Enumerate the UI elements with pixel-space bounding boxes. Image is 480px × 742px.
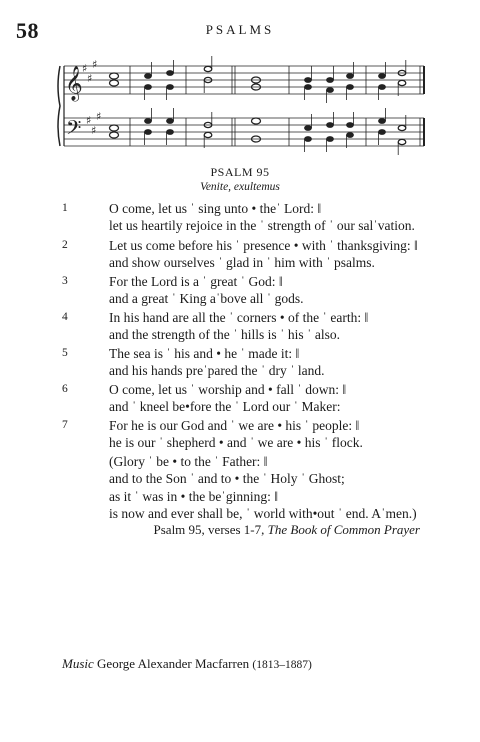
treble-clef-icon: 𝄞: [65, 66, 83, 101]
verse-line: he is our ˈ shepherd • and ˈ we are • his ˈ flock.: [109, 435, 363, 450]
verse-line: let us heartily rejoice in the ˈ strength of ˈ our salˈvation.: [109, 218, 415, 233]
svg-text:♯: ♯: [82, 62, 88, 75]
verse-line: and his hands preˈpared the ˈ dry ˈ land.: [109, 363, 325, 378]
verse-line: and ˈ kneel be•fore the ˈ Lord our ˈ Maker:: [109, 399, 341, 414]
verse-number: 7: [62, 419, 68, 431]
source-book-title: The Book of Common Prayer: [267, 522, 420, 537]
verse-line: For he is our God and ˈ we are • his ˈ people: ‖: [109, 418, 360, 433]
verse-line: and a great ˈ King aˈbove all ˈ gods.: [109, 291, 304, 306]
music-credit: [62, 656, 312, 672]
verse-line: O come, let us ˈ sing unto • theˈ Lord: ‖: [109, 201, 322, 216]
page-number: 58: [16, 18, 39, 43]
verse-line: (Glory ˈ be • to the ˈ Father: ‖: [109, 454, 268, 469]
verse-number: 2: [62, 239, 68, 251]
verse-line: O come, let us ˈ worship and • fall ˈ down: ‖: [109, 382, 347, 397]
verse-line: In his hand are all the ˈ corners • of the ˈ earth: ‖: [109, 310, 369, 325]
music-label: Music: [62, 656, 94, 671]
verse-number: 3: [62, 275, 68, 287]
verse-line: For the Lord is a ˈ great ˈ God: ‖: [109, 274, 283, 289]
svg-text:♯: ♯: [92, 58, 98, 71]
verse-line: and to the Son ˈ and to • the ˈ Holy ˈ Ghost;: [109, 471, 345, 486]
verse-line: and the strength of the ˈ hills is ˈ his ˈ also.: [109, 327, 340, 342]
source-reference: Psalm 95, verses 1-7,: [153, 522, 268, 537]
psalm-subtitle: Venite, exultemus: [200, 181, 280, 193]
verse-number: 6: [62, 383, 68, 395]
svg-text:♯: ♯: [91, 124, 97, 137]
composer-dates: (1813–1887): [252, 659, 312, 671]
svg-text:♯: ♯: [87, 72, 93, 85]
verse-line: Let us come before his ˈ presence • with ˈ thanksgiving: ‖: [109, 238, 418, 253]
verse-number: 1: [62, 202, 68, 214]
bass-clef-icon: 𝄢: [66, 116, 82, 144]
verse-line: and show ourselves ˈ glad in ˈ him with ˈ psalms.: [109, 255, 375, 270]
source-attribution: [154, 522, 420, 538]
verse-number: 5: [62, 347, 68, 359]
svg-text:♯: ♯: [96, 110, 102, 123]
chant-score: [56, 56, 428, 156]
verse-number: 4: [62, 311, 68, 323]
svg-text:♯: ♯: [86, 114, 92, 127]
psalm-title: PSALM 95: [210, 165, 270, 179]
verse-line: is now and ever shall be, ˈ world with•out ˈ end. Aˈmen.): [109, 506, 417, 521]
composer-name: George Alexander Macfarren: [97, 656, 250, 671]
verse-line: as it ˈ was in • the beˈginning: ‖: [109, 489, 278, 504]
verse-line: The sea is ˈ his and • he ˈ made it: ‖: [109, 346, 300, 361]
running-head: PSALMS: [205, 22, 275, 37]
